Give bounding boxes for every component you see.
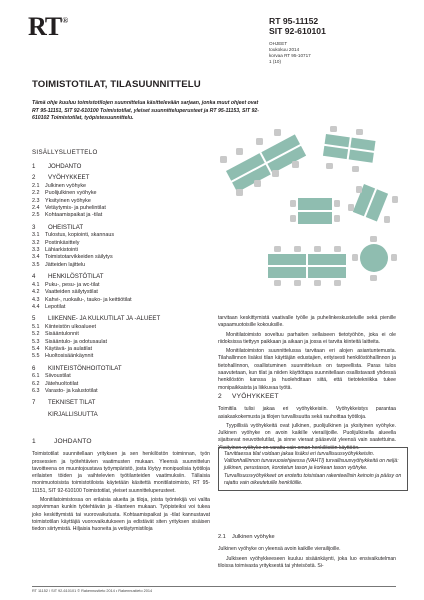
toc-entry — [32, 273, 217, 280]
security-zones-callout: Tarvittaessa tilat voidaan jakaa lisäksi eri turvallisuusvyöhykkeisiin. Valtionhallinnon turvavuosiehjeessa (VAHTI) turvallisuusvyöhykkeitä on neljä: julkinen, perustason, korotetun tason ja korkean tason vyöhyke. Turvallisuusvyöhykkeet on erotettu toisistaan rakenteellisin keinoin ja pääsy on rajattu vain oikeutetuille henkilöille. — [218, 447, 408, 491]
right-paragraph-2: Monitilatoimisto soveltuu parhaiten sellaiseen tietotyöhön, joka ei ole riidoksissa tiettyyn paikkaan ja aikaan ja jossa ei tarvita kiinteitä laitteita. — [218, 331, 396, 345]
toc-entry-number: 2 — [32, 174, 36, 182]
toc-entry-number: 5 — [32, 315, 36, 323]
toc-entry — [32, 297, 217, 304]
right-column — [218, 315, 396, 394]
toc-entry — [32, 183, 217, 190]
toc-entry — [32, 198, 217, 205]
toc-entry — [32, 399, 217, 406]
registered-mark: ® — [62, 16, 68, 25]
right-paragraph-1: tarvitaan keskittymistä vaativalle työlle ja puhelinkeskusteluille sekä pienille vapaamuotoisille kokouksille. — [218, 315, 396, 329]
section-2-heading — [218, 393, 396, 400]
toc-entry-number: 3.3 — [32, 247, 40, 254]
toc-entry-number: 6.1 — [32, 373, 40, 380]
toc-entry-title: Siivoustilat — [45, 373, 71, 380]
toc-entry — [32, 282, 217, 289]
toc-entry — [32, 190, 217, 197]
toc-entry — [32, 304, 217, 311]
toc-entry-title: HENKILÖSTÖTILAT — [48, 273, 104, 281]
toc-entry — [32, 324, 217, 331]
toc-entry — [32, 289, 217, 296]
section-2-1-paragraph-2: Julkiseen vyöhykkeeseen kuuluu sisäänkäynti, joka luo ensivaikutelman tiloissa toimivasta yrityksestä tai yhteisöstä. Si- — [218, 555, 396, 569]
toc-entry-number: 4.4 — [32, 303, 40, 310]
section-2-1-paragraph-1: Julkinen vyöhyke on yleensä avoin kaikille vierailijoille. — [218, 546, 341, 553]
footer-text: RT 11152 / SIT 92-610101 © Rakennustieto 2014 • Rakennustieto 2014 — [32, 589, 153, 593]
toc-entry-title: VYÖHYKKEET — [48, 174, 90, 182]
toc-entry-number: 7 — [32, 399, 36, 407]
section-2-title: VYÖHYKKEET — [232, 393, 279, 400]
toc-entry-title: TEKNISET TILAT — [48, 399, 96, 407]
intro-paragraph: Tämä ohje kuuluu toimistotilojen suunnittelua käsittelevään sarjaan, jonka muut ohjeet ovat RT 95-11151, SIT 92-610100 Toimistotilat, yleiset suunnitteluperusteet ja RT 95-11153, SIT 92-610102 Toimistotilat, työpistesuunnittelu. — [32, 100, 259, 122]
toc-entry-number: 5.5 — [32, 353, 40, 360]
section-1-heading — [32, 438, 210, 445]
toc-entry — [32, 381, 217, 388]
toc-entry — [32, 353, 217, 360]
toc-entry-title: Postinkäsittely — [45, 239, 80, 246]
toc-entry-title: Kiinteistön ulkoalueet — [45, 323, 96, 330]
toc-list — [32, 163, 217, 418]
footer-rule — [32, 586, 396, 587]
section-1-paragraph-2: Monitilatoimistossa on erilaisia alueita ja tiloja, joista työntekijä voi valita sopivimman kunkin työtehtävän ja -tilanteen mukaan. Työpisteiksi voi tukea joko keskittymistä tai vuorovaikutusta. Kohtaamispaikat ja -tilat kannustavat toimistotilan käyttäjiä vuorovaikutukseen ja edistävät siten yrityksen sisäisen tiedon siirtymistä. Hiljaisia huoneita ja vetäytymistiloja — [32, 497, 210, 533]
toc-entry — [32, 388, 217, 395]
logo-text: RT — [28, 12, 62, 41]
toc-entry-title: Käytävä- ja aulatilat — [45, 345, 93, 352]
toc-entry-title: Julkinen vyöhyke — [45, 182, 87, 189]
section-2-1-heading — [218, 534, 396, 541]
toc-entry-number: 6.2 — [32, 380, 40, 387]
toc-heading: SISÄLLYSLUETTELO — [32, 149, 98, 156]
section-2-paragraph-2: Tyypillisiä vyöhykkeitä ovat julkinen, puolijulkinen ja yksityinen vyöhyke. Julkinen vyöhyke on avoin kaikille vierailijoille. Puolijulkisella alueella sijaitsevat neuvottelutilat, ja sinne vieraat pääsevät yleensä vain saatettuina. Yksityinen vyöhyke on varattu vain oman henkilöstön käyttöön. — [218, 422, 396, 451]
toc-entry-number: 5.2 — [32, 331, 40, 338]
toc-entry-number: 2.3 — [32, 197, 40, 204]
toc-entry-title: Vaatteiden säilytystilat — [45, 289, 98, 296]
toc-entry — [32, 365, 217, 372]
toc-entry-number: 5.1 — [32, 323, 40, 330]
toc-entry — [32, 174, 217, 181]
section-2-1 — [218, 534, 396, 572]
toc-entry-title: Lepotilat — [45, 303, 66, 310]
toc-entry-number: 3.1 — [32, 232, 40, 239]
section-2-paragraph-1: Toimitila tulisi jakaa eri vyöhykkeisiin. Vyöhykkeistys parantaa asiakaskokemusta ja tilojen turvallisuutta sekä rauhoittaa työtiloja. — [218, 406, 396, 420]
toc-entry-number: 2.4 — [32, 205, 40, 212]
toc-entry — [32, 232, 217, 239]
toc-entry-number: 3.5 — [32, 261, 40, 268]
toc-entry-title: Puku-, pesu- ja wc-tilat — [45, 281, 100, 288]
toc-entry-title: KIINTEISTÖNHOITOTILAT — [48, 364, 122, 372]
toc-entry-title: Yksityinen vyöhyke — [45, 197, 91, 204]
toc-entry-title: Sisääntulo- ja odotusaulat — [45, 338, 108, 345]
toc-entry-title: Varasto- ja kalustotilat — [45, 387, 98, 394]
document-title: TOIMISTOTILAT, TILASUUNNITTELU — [32, 79, 201, 90]
section-1-paragraph-1: Toimistotilat suunnitellaan yrityksen ja sen henkilöstön toiminnan, työn prosessien ja työtehtävien vaatimusten mukaan. Yleensä suunnittelun tavoitteena on muuntojoustava työympäristö, josta löytyy monipuolisia työtiloja erilaisten töiden ja vaihtelevien työtilanteiden vaatimuksiin. Tällaisia monimuotoisista toimistotiloista käytetään käsitettä monitilatoimisto, RT 95-11151, SIT 92-610100 Toimistotilat, yleiset suunnitteluperusteet. — [32, 451, 210, 494]
meta-replaces: korvaa RT 95-10717 — [269, 53, 311, 58]
toc-entry-title: Jätteiden lajittelu — [45, 261, 86, 268]
toc-entry-number: 5.3 — [32, 338, 40, 345]
section-2-1-title: Julkinen vyöhyke — [232, 534, 275, 540]
toc-entry — [32, 262, 217, 269]
toc-entry-title: Kohtaamispaikat ja -tilat — [45, 212, 103, 219]
rt-code: RT 95-11152 — [269, 16, 319, 26]
toc-entry-title: Toimistotarvikkeiden säilytys — [45, 254, 113, 261]
meta-type: OHJEET — [269, 41, 288, 46]
toc-entry-number: 3.2 — [32, 239, 40, 246]
toc-entry-number: 1 — [32, 163, 36, 170]
section-1 — [32, 438, 210, 536]
document-meta — [269, 41, 311, 65]
meta-date: toukokuu 2014 — [269, 47, 300, 52]
toc-entry-title: KIRJALLISUUTTA — [48, 410, 98, 418]
section-2 — [218, 393, 396, 454]
toc-entry — [32, 373, 217, 380]
document-codes — [269, 16, 326, 36]
office-floor-plan-illustration — [206, 126, 406, 311]
rt-logo — [28, 12, 67, 42]
toc-entry-number: 2.1 — [32, 182, 40, 189]
toc-entry-number — [32, 411, 48, 418]
toc-entry-number: 4 — [32, 273, 36, 281]
toc-entry-title: Sisääntulonnit — [45, 331, 79, 338]
toc-entry-title: Tulostus, kopiointi, skannaus — [45, 232, 115, 239]
toc-entry — [32, 346, 217, 353]
toc-entry — [32, 254, 217, 261]
toc-entry-title: Jätehuoltotilat — [45, 380, 79, 387]
toc-entry-number: 6 — [32, 364, 36, 372]
toc-entry-title: Kahvi-, ruokailu-, tauko- ja keittiötilat — [45, 296, 132, 303]
toc-entry — [32, 247, 217, 254]
toc-entry-number: 4.3 — [32, 296, 40, 303]
toc-entry — [32, 205, 217, 212]
toc-entry — [32, 240, 217, 247]
right-paragraph-3: Monitilatoimiston suunnittelussa tarvitaan eri alojen asiantuntemusta. Tilahallinnon lisäksi tilan käyttäjän edustajien, erityisesti henkilöstöhallinnon ja tietohallinnon, osallistuminen suunnitteluun on tarpeellista. Paras tulos saavutetaan, kun tilat ja niiden käyttötapa suunnitellaan osallistavasti yhdessä henkilöstön kanssa ja huolehditaan siitä, että tietotekniikka tukee monipaikkaista ja liikkuvaa työtä. — [218, 348, 396, 391]
table-of-contents — [32, 149, 217, 419]
sit-code: SIT 92-610101 — [269, 26, 326, 36]
toc-entry-title: Vetäytymis- ja puhelintilat — [45, 205, 106, 212]
section-1-title: JOHDANTO — [54, 438, 92, 445]
toc-entry — [32, 163, 217, 170]
section-2-number: 2 — [218, 393, 222, 400]
meta-page: 1 (10) — [269, 59, 282, 64]
toc-entry-title: Lähiarkistointi — [45, 247, 78, 254]
toc-entry-title: JOHDANTO — [48, 163, 82, 170]
toc-entry-number: 2.5 — [32, 212, 40, 219]
toc-entry-title: OHEISTILAT — [48, 223, 84, 231]
toc-entry-title: Huoltosisäänkäynnit — [45, 353, 94, 360]
toc-entry — [32, 224, 217, 231]
toc-entry-number: 4.2 — [32, 289, 40, 296]
toc-entry — [32, 315, 217, 322]
toc-entry — [32, 212, 217, 219]
toc-entry — [32, 411, 217, 418]
section-1-number: 1 — [32, 438, 36, 445]
section-2-1-number: 2.1 — [218, 534, 226, 540]
toc-entry-number: 3.4 — [32, 254, 40, 261]
toc-entry-title: Puolijulkinen vyöhyke — [45, 190, 97, 197]
toc-entry-number: 6.3 — [32, 387, 40, 394]
toc-entry — [32, 331, 217, 338]
toc-entry-number: 3 — [32, 223, 36, 231]
toc-entry — [32, 339, 217, 346]
toc-entry-title: LIIKENNE- JA KULKUTILAT JA -ALUEET — [48, 315, 161, 323]
toc-entry-number: 5.4 — [32, 345, 40, 352]
toc-entry-number: 2.2 — [32, 190, 40, 197]
toc-entry-number: 4.1 — [32, 281, 40, 288]
